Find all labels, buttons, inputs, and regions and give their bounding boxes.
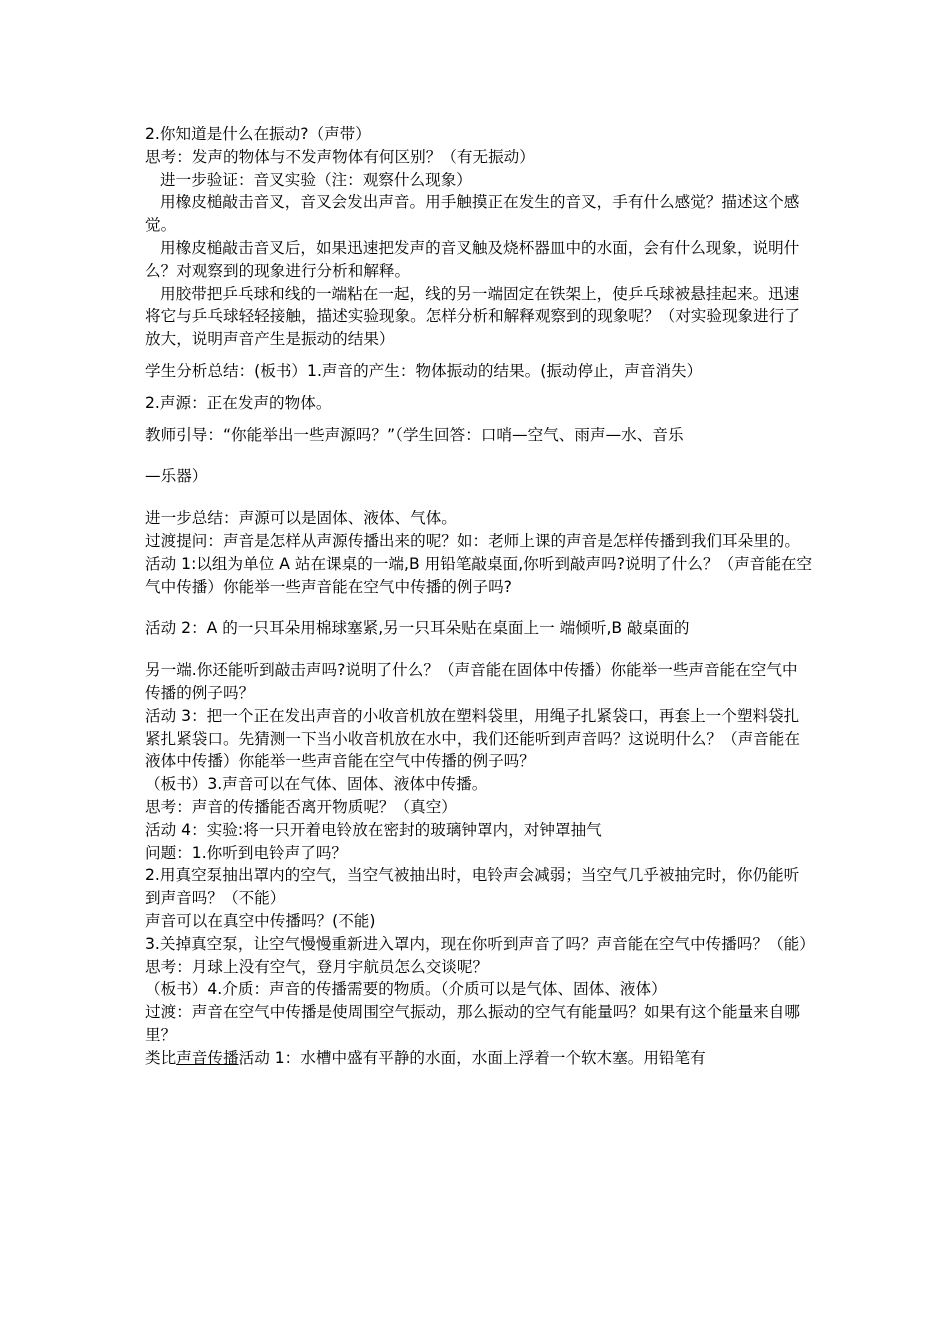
paragraph: 活动 4：实验:将一只开着电铃放在密封的玻璃钟罩内，对钟罩抽气 [145, 820, 602, 839]
paragraph: 思考：发声的物体与不发声物体有何区别？（有无振动） [145, 147, 535, 166]
paragraph-last [145, 1047, 813, 1070]
paragraph: 2.你知道是什么在振动?（声带） [145, 125, 371, 143]
paragraph: 2.声源：正在发声的物体。 [145, 393, 332, 412]
paragraph: 进一步总结：声源可以是固体、液体、气体。 [145, 509, 457, 528]
paragraph: 思考：声音的传播能否离开物质呢？（真空） [145, 797, 457, 816]
text-suffix: 活动 1：水槽中盛有平静的水面，水面上浮着一个软木塞。用铅笔有 [238, 1048, 706, 1067]
paragraph: 问题：1.你听到电铃声了吗？ [145, 843, 348, 862]
paragraph: 活动 2：A 的一只耳朵用棉球塞紧,另一只耳朵贴在桌面上一 端倾听,B 敲桌面的 [145, 619, 690, 638]
paragraph: 声音可以在真空中传播吗？(不能) [145, 911, 376, 930]
paragraph: 教师引导：“你能举出一些声源吗？”（学生回答：口哨—空气、雨声—水、音乐 [145, 425, 684, 444]
paragraph: 用橡皮槌敲击音叉，音叉会发出声音。用手触摸正在发生的音叉，手有什么感觉？描述这个感觉。 [145, 193, 800, 235]
paragraph: 活动 3：把一个正在发出声音的小收音机放在塑料袋里，用绳子扎紧袋口，再套上一个塑料袋扎紧扎紧袋口。先猜测一下当小收音机放在水中，我们还能听到声音吗？这说明什么？（声音能在液体中传播）你能举一些声音能在空气中传播的例子吗？ [145, 706, 800, 771]
underlined-term: 声音传播 [176, 1048, 239, 1067]
paragraph: 思考：月球上没有空气，登月宇航员怎么交谈呢？ [145, 957, 489, 976]
paragraph: （板书）3.声音可以在气体、固体、液体中传播。 [145, 775, 488, 794]
paragraph: 另一端.你还能听到敲击声吗?说明了什么？（声音能在固体中传播）你能举一些声音能在空气中传播的例子吗？ [145, 661, 798, 702]
paragraph: —乐器） [145, 467, 208, 486]
document-body [145, 123, 813, 1069]
paragraph: 学生分析总结：(板书）1.声音的产生：物体振动的结果。(振动停止，声音消失） [145, 361, 703, 380]
text-prefix: 类比 [145, 1048, 177, 1067]
paragraph: 过渡：声音在空气中传播是使周围空气振动，那么振动的空气有能量吗？如果有这个能量来自哪里？ [145, 1003, 800, 1044]
paragraph: 活动 1:以组为单位 A 站在课桌的一端,B 用铅笔敲桌面,你听到敲声吗?说明了什么？（声音能在空气中传播）你能举一些声音能在空气中传播的例子吗? [145, 554, 813, 596]
paragraph: 2.用真空泵抽出罩内的空气，当空气被抽出时，电铃声会减弱；当空气几乎被抽完时，你仍能听到声音吗？（不能） [145, 866, 800, 908]
paragraph: 进一步验证：音叉实验（注：观察什么现象） [160, 170, 472, 189]
paragraph: 过渡提问：声音是怎样从声源传播出来的呢？如：老师上课的声音是怎样传播到我们耳朵里的。 [145, 531, 800, 550]
paragraph: 用橡皮槌敲击音叉后，如果迅速把发声的音叉触及烧杯器皿中的水面，会有什么现象，说明什么？对观察到的现象进行分析和解释。 [145, 238, 800, 280]
paragraph: 3.关掉真空泵，让空气慢慢重新进入罩内，现在你听到声音了吗？声音能在空气中传播吗？（能） [145, 934, 815, 953]
paragraph: 用胶带把乒乓球和线的一端粘在一起，线的另一端固定在铁架上，使乒乓球被悬挂起来。迅速将它与乒乓球轻轻接触，描述实验现象。怎样分析和解释观察到的现象呢？（对实验现象进行了放大，说明声音产生是振动的结果） [145, 284, 800, 349]
paragraph: （板书）4.介质：声音的传播需要的物质。（介质可以是气体、固体、液体） [145, 980, 667, 999]
